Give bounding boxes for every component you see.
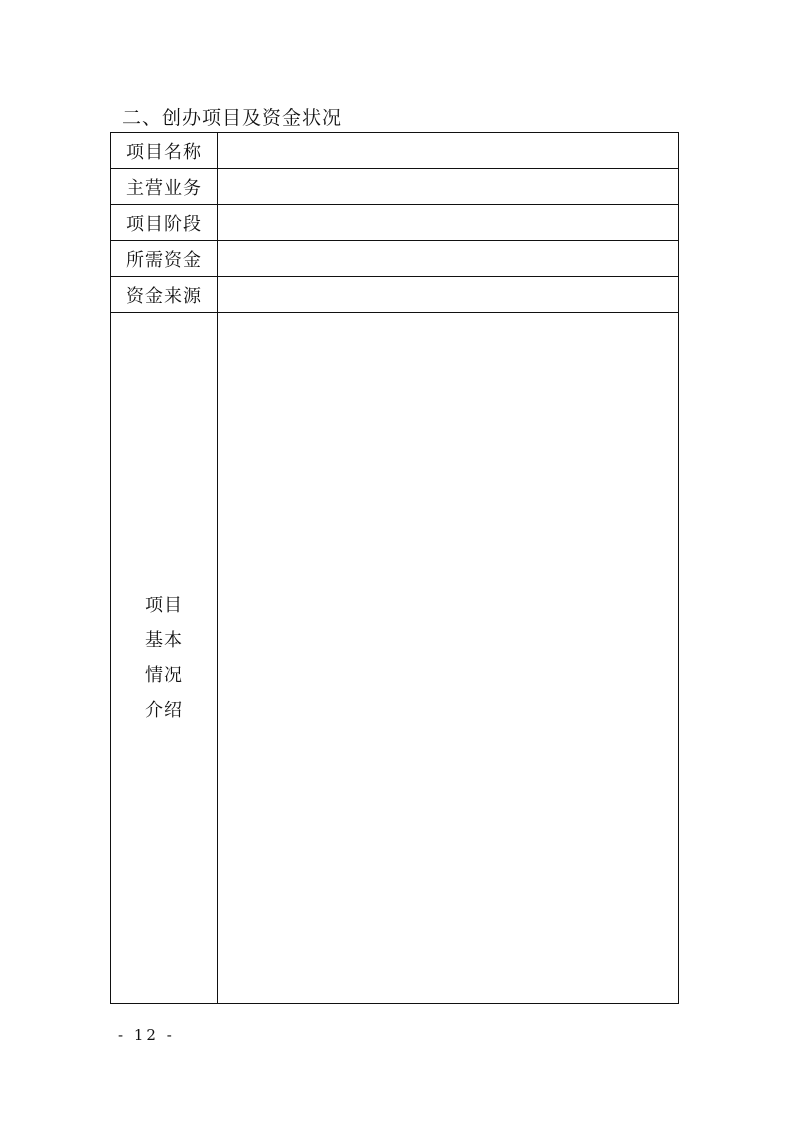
funding-source-row bbox=[111, 277, 679, 313]
project-stage-row bbox=[111, 205, 679, 241]
project-intro-label-line: 介绍 bbox=[145, 700, 183, 721]
project-intro-label-line: 基本 bbox=[145, 630, 183, 651]
project-info-table bbox=[110, 132, 679, 1004]
project-intro-field[interactable] bbox=[218, 313, 679, 1004]
project-intro-label-line: 项目 bbox=[145, 595, 183, 616]
funding-source-label: 资金来源 bbox=[111, 277, 218, 313]
required-funds-field[interactable] bbox=[218, 241, 679, 277]
project-stage-field[interactable] bbox=[218, 205, 679, 241]
main-business-field[interactable] bbox=[218, 169, 679, 205]
page-number: - 12 - bbox=[118, 1026, 175, 1044]
project-name-row bbox=[111, 133, 679, 169]
project-name-field[interactable] bbox=[218, 133, 679, 169]
required-funds-label: 所需资金 bbox=[111, 241, 218, 277]
project-stage-label: 项目阶段 bbox=[111, 205, 218, 241]
project-intro-label-line: 情况 bbox=[145, 665, 183, 686]
section-title: 二、创办项目及资金状况 bbox=[122, 107, 343, 129]
project-intro-row bbox=[111, 313, 679, 1004]
project-intro-label bbox=[111, 313, 218, 1004]
main-business-row bbox=[111, 169, 679, 205]
required-funds-row bbox=[111, 241, 679, 277]
funding-source-field[interactable] bbox=[218, 277, 679, 313]
project-name-label: 项目名称 bbox=[111, 133, 218, 169]
main-business-label: 主营业务 bbox=[111, 169, 218, 205]
